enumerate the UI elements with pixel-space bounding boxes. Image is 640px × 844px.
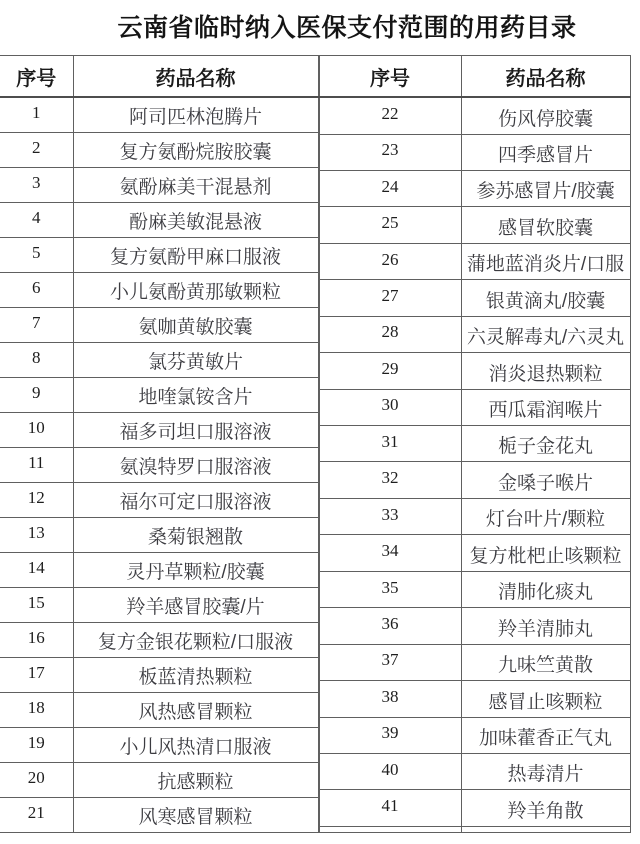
row-serial-number: 34 [319, 535, 461, 571]
row-drug-name: 小儿风热清口服液 [73, 727, 318, 762]
row-drug-name: 氨酚麻美干混悬剂 [73, 168, 318, 203]
row-serial-number: 4 [0, 203, 73, 238]
row-serial-number: 18 [0, 692, 73, 727]
row-serial-number: 26 [319, 243, 461, 279]
table-row [319, 681, 630, 717]
row-serial-number: 8 [0, 342, 73, 377]
row-drug-name: 六灵解毒丸/六灵丸 [461, 316, 630, 352]
row-serial-number: 29 [319, 353, 461, 389]
row-drug-name: 复方氨酚甲麻口服液 [73, 238, 318, 273]
table-row [319, 207, 630, 243]
row-drug-name [461, 826, 630, 832]
row-serial-number: 7 [0, 307, 73, 342]
table-header-left [0, 56, 318, 98]
table-row [0, 762, 318, 797]
table-row [319, 316, 630, 352]
row-drug-name: 抗感颗粒 [73, 762, 318, 797]
row-drug-name: 感冒软胶囊 [461, 207, 630, 243]
table-row [319, 243, 630, 279]
row-drug-name: 四季感冒片 [461, 134, 630, 170]
col-header-serial-number: 序号 [319, 56, 461, 98]
row-serial-number: 5 [0, 238, 73, 273]
page-title: 云南省临时纳入医保支付范围的用药目录 [117, 14, 577, 42]
row-serial-number: 24 [319, 170, 461, 206]
table-row [0, 412, 318, 447]
col-header-drug-name: 药品名称 [461, 56, 630, 98]
table-row [0, 517, 318, 552]
row-serial-number: 16 [0, 622, 73, 657]
table-row [0, 622, 318, 657]
row-serial-number: 28 [319, 316, 461, 352]
row-serial-number: 33 [319, 498, 461, 534]
row-serial-number: 6 [0, 272, 73, 307]
col-header-drug-name: 药品名称 [73, 56, 318, 98]
table-row [319, 134, 630, 170]
row-drug-name: 酚麻美敏混悬液 [73, 203, 318, 238]
row-serial-number: 37 [319, 644, 461, 680]
row-serial-number: 1 [0, 97, 73, 133]
table-row [0, 203, 318, 238]
row-serial-number: 21 [0, 797, 73, 832]
row-drug-name: 参苏感冒片/胶囊 [461, 170, 630, 206]
table-row [319, 462, 630, 498]
table-row [0, 797, 318, 832]
row-drug-name: 清肺化痰丸 [461, 571, 630, 607]
row-drug-name: 羚羊感冒胶囊/片 [73, 587, 318, 622]
drug-catalog-tables [0, 55, 631, 833]
row-drug-name: 银黄滴丸/胶囊 [461, 280, 630, 316]
table-row [0, 133, 318, 168]
row-serial-number: 15 [0, 587, 73, 622]
table-row [0, 552, 318, 587]
table-body-left [0, 97, 318, 833]
row-serial-number [319, 826, 461, 832]
row-serial-number: 10 [0, 412, 73, 447]
drug-table-right [319, 55, 631, 833]
row-serial-number: 27 [319, 280, 461, 316]
row-drug-name: 福多司坦口服溶液 [73, 412, 318, 447]
row-drug-name: 金嗓子喉片 [461, 462, 630, 498]
table-row [319, 717, 630, 753]
header-row [0, 56, 318, 98]
row-serial-number: 12 [0, 482, 73, 517]
table-row [0, 342, 318, 377]
row-drug-name: 氨溴特罗口服溶液 [73, 447, 318, 482]
table-row [0, 657, 318, 692]
row-drug-name: 羚羊清肺丸 [461, 608, 630, 644]
row-serial-number: 19 [0, 727, 73, 762]
table-row [0, 482, 318, 517]
row-serial-number: 22 [319, 97, 461, 134]
row-drug-name: 加味藿香正气丸 [461, 717, 630, 753]
row-serial-number: 35 [319, 571, 461, 607]
table-row [319, 170, 630, 206]
row-serial-number: 39 [319, 717, 461, 753]
table-row [319, 498, 630, 534]
table-body-right [319, 97, 630, 833]
table-row [319, 753, 630, 789]
row-drug-name: 伤风停胶囊 [461, 97, 630, 134]
row-drug-name: 西瓜霜润喉片 [461, 389, 630, 425]
row-serial-number: 11 [0, 447, 73, 482]
row-serial-number: 41 [319, 790, 461, 826]
table-row [319, 644, 630, 680]
row-drug-name: 氨咖黄敏胶囊 [73, 307, 318, 342]
row-serial-number: 30 [319, 389, 461, 425]
row-drug-name: 板蓝清热颗粒 [73, 657, 318, 692]
table-row [0, 168, 318, 203]
row-serial-number: 2 [0, 133, 73, 168]
table-row [319, 608, 630, 644]
row-drug-name: 灵丹草颗粒/胶囊 [73, 552, 318, 587]
table-row [0, 238, 318, 273]
row-drug-name: 风热感冒颗粒 [73, 692, 318, 727]
row-drug-name: 栀子金花丸 [461, 426, 630, 462]
row-drug-name: 九味竺黄散 [461, 644, 630, 680]
row-serial-number: 17 [0, 657, 73, 692]
table-row [0, 692, 318, 727]
drug-table-left [0, 55, 319, 833]
row-drug-name: 福尔可定口服溶液 [73, 482, 318, 517]
table-row [0, 727, 318, 762]
row-serial-number: 9 [0, 377, 73, 412]
row-serial-number: 23 [319, 134, 461, 170]
table-row [0, 307, 318, 342]
table-row [319, 353, 630, 389]
row-serial-number: 31 [319, 426, 461, 462]
row-drug-name: 感冒止咳颗粒 [461, 681, 630, 717]
row-serial-number: 40 [319, 753, 461, 789]
table-row [319, 535, 630, 571]
row-drug-name: 复方枇杷止咳颗粒 [461, 535, 630, 571]
row-drug-name: 羚羊角散 [461, 790, 630, 826]
row-drug-name: 复方氨酚烷胺胶囊 [73, 133, 318, 168]
header-row [319, 56, 630, 98]
row-drug-name: 热毒清片 [461, 753, 630, 789]
row-drug-name: 氯芬黄敏片 [73, 342, 318, 377]
row-serial-number: 14 [0, 552, 73, 587]
table-row [319, 826, 630, 832]
table-row [0, 97, 318, 133]
table-row [319, 426, 630, 462]
table-row [0, 377, 318, 412]
row-drug-name: 阿司匹林泡腾片 [73, 97, 318, 133]
row-drug-name: 小儿氨酚黄那敏颗粒 [73, 272, 318, 307]
table-row [0, 272, 318, 307]
row-serial-number: 36 [319, 608, 461, 644]
row-drug-name: 复方金银花颗粒/口服液 [73, 622, 318, 657]
table-row [319, 97, 630, 134]
table-row [319, 571, 630, 607]
col-header-serial-number: 序号 [0, 56, 73, 98]
row-drug-name: 灯台叶片/颗粒 [461, 498, 630, 534]
row-serial-number: 3 [0, 168, 73, 203]
row-serial-number: 20 [0, 762, 73, 797]
row-drug-name: 地喹氯铵含片 [73, 377, 318, 412]
table-row [319, 389, 630, 425]
row-serial-number: 13 [0, 517, 73, 552]
row-serial-number: 25 [319, 207, 461, 243]
row-drug-name: 桑菊银翘散 [73, 517, 318, 552]
table-row [319, 790, 630, 826]
row-serial-number: 32 [319, 462, 461, 498]
table-row [319, 280, 630, 316]
row-drug-name: 风寒感冒颗粒 [73, 797, 318, 832]
row-serial-number: 38 [319, 681, 461, 717]
table-header-right [319, 56, 630, 98]
table-row [0, 587, 318, 622]
row-drug-name: 消炎退热颗粒 [461, 353, 630, 389]
table-row [0, 447, 318, 482]
row-drug-name: 蒲地蓝消炎片/口服 [461, 243, 630, 279]
